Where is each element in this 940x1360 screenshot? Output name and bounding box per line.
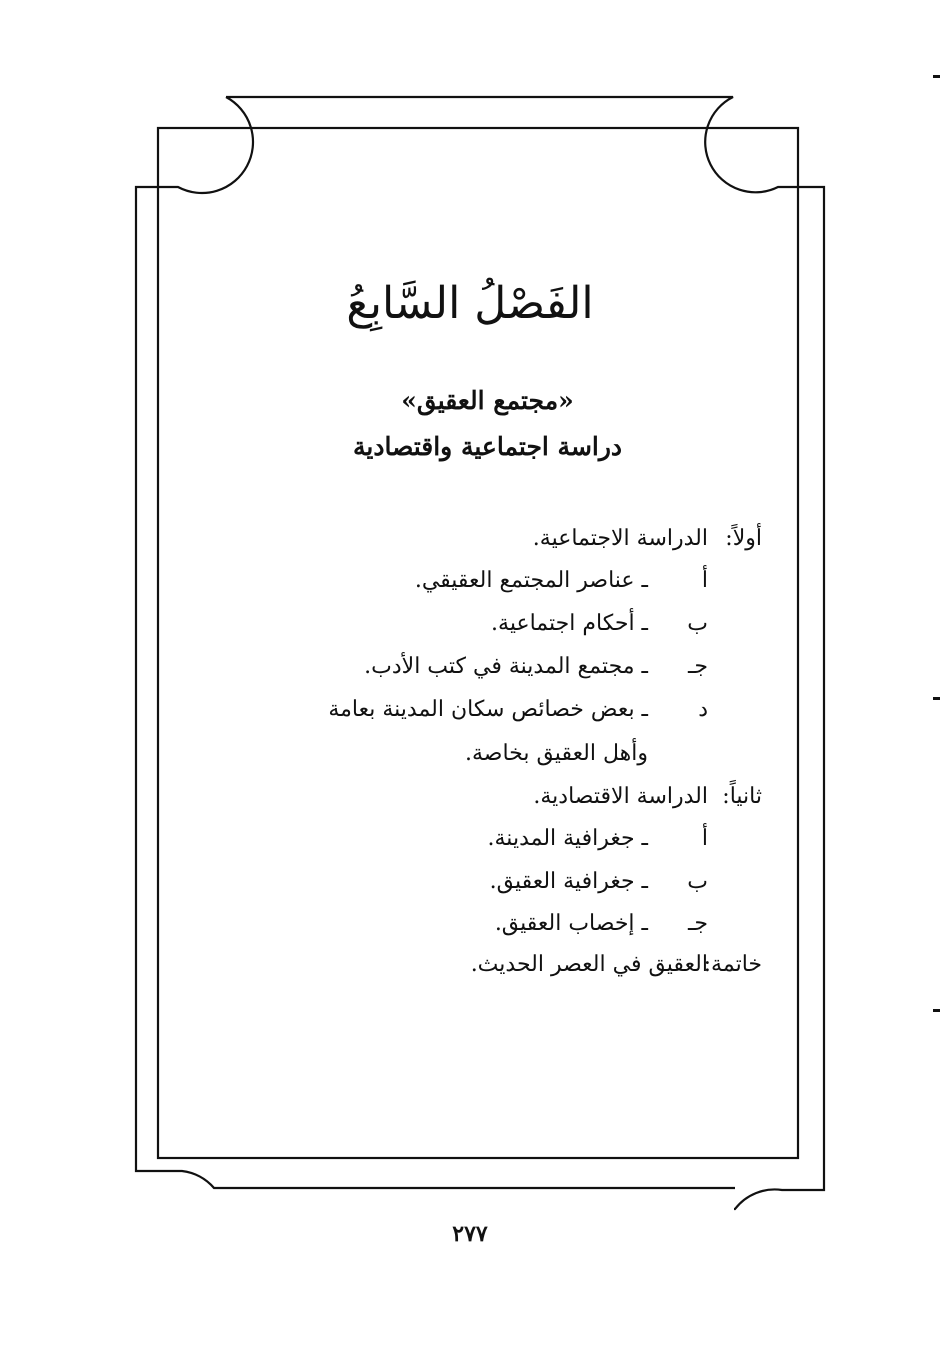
list-item-text: ـ جغرافية العقيق. [489, 869, 648, 894]
list-item-letter: جـ [687, 654, 708, 679]
section-label: أولاً: [725, 526, 762, 551]
edge-mark [933, 697, 940, 700]
list-item-text: ـ عناصر المجتمع العقيقي. [414, 568, 648, 593]
list-item-text: ـ مجتمع المدينة في كتب الأدب. [364, 654, 648, 679]
list-item-letter: ب [687, 611, 708, 636]
conclusion-text: العقيق في العصر الحديث. [470, 952, 708, 977]
conclusion-label: خاتمة: [703, 952, 762, 977]
list-item-text: ـ أحكام اجتماعية. [491, 611, 648, 636]
chapter-subtitle-secondary: دراسة اجتماعية واقتصادية [352, 432, 623, 461]
chapter-subtitle: «مجتمع العقيق» [401, 386, 574, 415]
list-item-text: ـ جغرافية المدينة. [487, 826, 648, 851]
edge-mark [933, 1009, 940, 1012]
list-item-text: ـ بعض خصائص سكان المدينة بعامة [328, 697, 648, 722]
section-title: الدراسة الاقتصادية. [533, 784, 708, 809]
list-item-letter: أ [701, 826, 708, 851]
section-title: الدراسة الاجتماعية. [532, 526, 708, 551]
page-number: ٢٧٧ [452, 1221, 488, 1247]
section-label: ثانياً: [722, 784, 762, 809]
list-item-letter: أ [701, 568, 708, 593]
list-item-text: ـ إخصاب العقيق. [494, 911, 648, 936]
list-item-continuation: وأهل العقيق بخاصة. [464, 741, 648, 766]
list-item-letter: ب [687, 869, 708, 894]
edge-mark [933, 75, 940, 78]
list-item-letter: د [698, 697, 708, 722]
chapter-title: الفَصْلُ السَّابِعُ [346, 278, 594, 329]
list-item-letter: جـ [687, 911, 708, 936]
